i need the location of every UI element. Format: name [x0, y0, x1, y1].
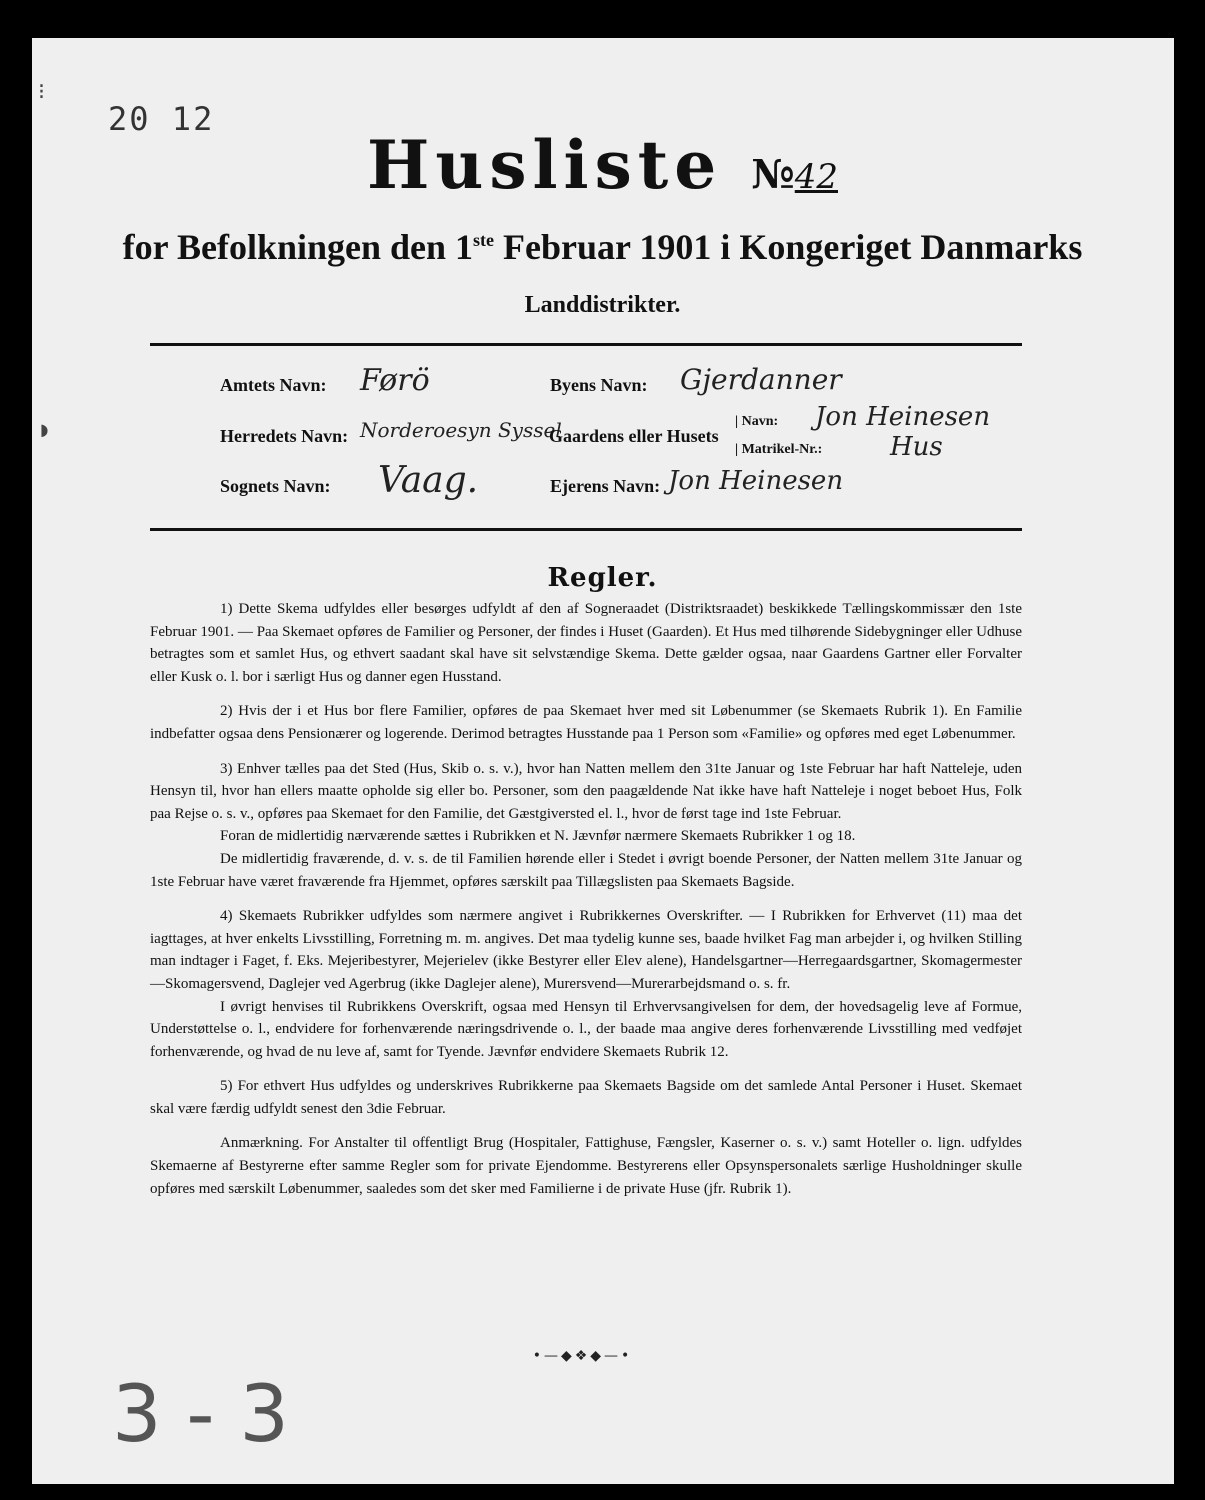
edge-mark: ⁝ — [38, 80, 45, 105]
pencil-note: 3 - 3 — [112, 1370, 289, 1460]
navn-value: Jon Heinesen — [815, 402, 991, 432]
by-label: Byens Navn: — [550, 375, 648, 395]
gaard-label: Gaardens eller Husets — [549, 426, 719, 446]
ornament: •—◆❖◆—• — [532, 1348, 633, 1364]
rule-paragraph: 4) Skemaets Rubrikker udfyldes som nærmere angivet i Rubrikkernes Overskrifter. — I Rubrikken for Erhvervet (11) maa det iagttages, at hver enkelts Livsstilling, Forretning m. m. angives. Det maa tydelig kunne ses, baade hvilket Fag man arbejder i, og hvilken Stilling man indtager i Faget, f. Eks. Mejeribestyrer, Mejerielev (ikke Bestyrer eller Elev alene), Handelsgartner—Herregaardsgartner, Skomagermester—Skomagersvend, Daglejer ved Agerbrug (ikke Daglejer alene), Murersvend—Murerarbejdsmand o. s. fr. — [150, 908, 1022, 992]
archive-stamp: 20 12 — [108, 100, 215, 138]
by-value: Gjerdanner — [680, 363, 842, 396]
rules-heading: Regler. — [547, 563, 658, 593]
page-subtitle-2: Landdistrikter. — [524, 292, 681, 318]
herred-value: Norderoesyn Syssel — [360, 418, 562, 442]
herred-label: Herredets Navn: — [220, 426, 349, 446]
rule-paragraph: 3) Enhver tælles paa det Sted (Hus, Skib o. s. v.), hvor han Natten mellem den 31te Januar og 1ste Februar har haft Natteleje, uden Hensyn til, hvor han ellers maatte opholde sig eller bo. Personer, som den paagældende Nat ikke have haft Natteleje i noget beboet Hus, Folk paa Rejse o. s. v., opføres paa Skemaet for den Familie, det Gæstgiversted el. l., hvor de først tage ind 1ste Februar. — [150, 760, 1022, 822]
ejer-label: Ejerens Navn: — [550, 476, 661, 496]
edge-mark: ◗ — [40, 420, 49, 439]
page-subtitle: for Befolkningen den 1ste Februar 1901 i Kongeriget Danmarks — [122, 227, 1083, 267]
page-title: Husliste №42 — [366, 126, 838, 204]
amt-label: Amtets Navn: — [220, 375, 327, 395]
matr-value: Hus — [890, 432, 943, 462]
sogn-value: Vaag. — [378, 460, 479, 501]
divider — [150, 528, 1022, 531]
divider — [150, 343, 1022, 346]
list-number: 42 — [794, 157, 838, 197]
rule-paragraph: Foran de midlertidig nærværende sættes i Rubrikken et N. Jævnfør nærmere Skemaets Rubrikker 1 og 18. — [220, 828, 856, 845]
navn-label: | Navn: — [735, 414, 779, 429]
amt-value: Førö — [360, 363, 430, 398]
rules-text — [150, 598, 1022, 1200]
rule-paragraph: I øvrigt henvises til Rubrikkens Overskrift, ogsaa med Hensyn til Erhvervsangivelsen for dem, der hovedsagelig leve af Formue, Understøttelse o. l., endvidere for forhenværende næringsdrivende o. l., der baade maa angive deres forhenværende Livsstilling med vedføjet forhenværende, og hvad de nu leve af, samt for Tyende. Jævnfør endvidere Skemaets Rubrik 12. — [150, 998, 1022, 1060]
rule-paragraph: 1) Dette Skema udfyldes eller besørges udfyldt af den af Sogneraadet (Distriktsraadet) beskikkede Tællingskommissær den 1ste Februar 1901. — Paa Skemaet opføres de Familier og Personer, der findes i Huset (Gaarden). Et Hus med tilhørende Sidebygninger eller Udhuse betragtes som et samlet Hus, og ethvert saadant skal have sit selvstændige Skema. Dette gælder ogsaa, naar Gaardens Gartner eller Forvalter eller Kusk o. l. bor i særligt Hus og danner egen Husstand. — [150, 601, 1022, 685]
rule-paragraph: 5) For ethvert Hus udfyldes og underskrives Rubrikkerne paa Skemaets Bagside om det samlede Antal Personer i Huset. Skemaet skal være færdig udfyldt senest den 3die Februar. — [150, 1078, 1022, 1117]
ejer-value: Jon Heinesen — [668, 466, 844, 496]
rule-paragraph: Anmærkning. For Anstalter til offentligt Brug (Hospitaler, Fattighuse, Fængsler, Kaserner o. s. v.) samt Hoteller o. lign. udfyldes Skemaerne af Bestyrerne efter samme Regler som for private Ejendomme. Bestyrerens eller Opsynspersonalets særlige Husholdninger skulle opføres med særskilt Løbenummer, saaledes som det sker med Familierne i de private Huse (jfr. Rubrik 1). — [150, 1135, 1022, 1197]
rule-paragraph: 2) Hvis der i et Hus bor flere Familier, opføres de paa Skemaet hver med sit Løbenummer (se Skemaets Rubrik 1). En Familie indbefatter ogsaa dens Pensionærer og logerende. Derimod betragtes Husstande paa 1 Person som «Familie» og opføres med eget Løbenummer. — [150, 703, 1022, 742]
sogn-label: Sognets Navn: — [220, 476, 331, 496]
matr-label: | Matrikel-Nr.: — [735, 442, 823, 457]
rule-paragraph: De midlertidig fraværende, d. v. s. de til Familien hørende eller i Stedet i øvrigt boende Personer, der Natten mellem 31te Januar og 1ste Februar have været fraværende fra Hjemmet, opføres særskilt paa Tillægslisten paa Skemaets Bagside. — [150, 850, 1022, 890]
